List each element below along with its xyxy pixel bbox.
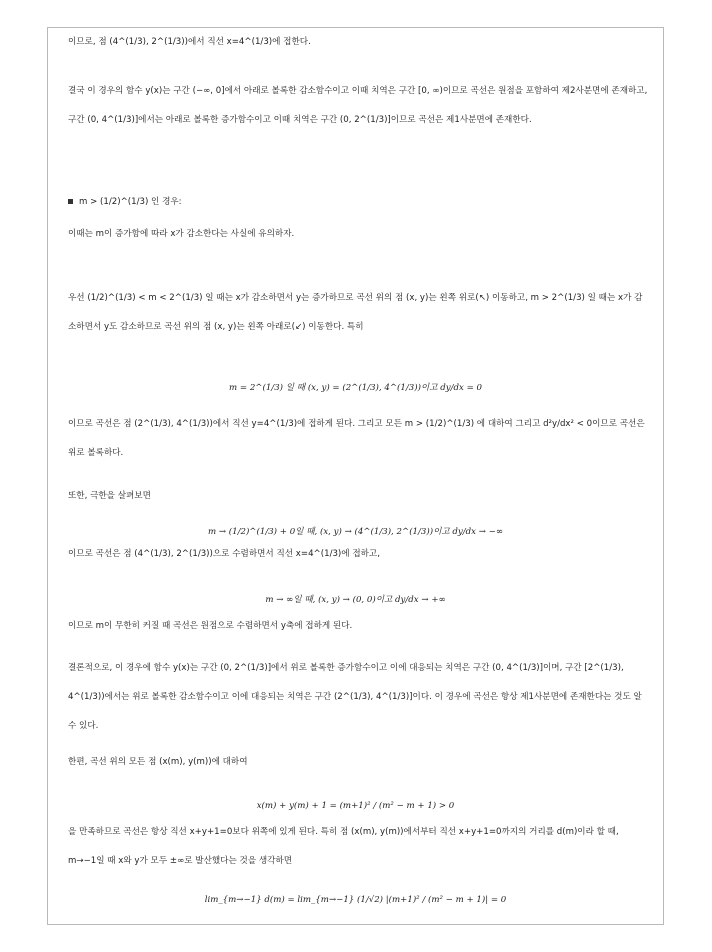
paragraph-2: 결국 이 경우의 함수 y(x)는 구간 (−∞, 0]에서 아래로 볼록한 감소함수이고 이때 치역은 구간 [0, ∞)이므로 곡선은 원점을 포함하여 제2사분면에 존재하고, 구간 (0, 4^(1/3)]에서는 아래로 볼록한 증가함수이고 이때 치역은 구간 (0, 2^(1/3)]이므로 곡선은 제1사분면에 존재한다. xyxy=(68,86,648,125)
equation-3: m → ∞일 때, (x, y) → (0, 0)이고 dy/dx → +∞ xyxy=(265,595,446,605)
paragraph-11: 을 만족하므로 곡선은 항상 직선 x+y+1=0보다 위쪽에 있게 된다. 특히 점 (x(m), y(m))에서부터 직선 x+y+1=0까지의 거리를 d(m)이라 할 때, m→−1일 때 x와 y가 모두 ±∞로 발산했다는 것을 생각하면 xyxy=(68,827,619,866)
paragraph-9: 결론적으로, 이 경우에 함수 y(x)는 구간 (0, 2^(1/3)]에서 위로 볼록한 증가함수이고 이에 대응되는 치역은 구간 (0, 4^(1/3)]이며, 구간 [2^(1/3), 4^(1/3))에서는 위로 볼록한 감소함수이고 이에 대응되는 치역은 구간 (2^(1/3), 4^(1/3)]이다. 이 경우에 곡선은 항상 제1사분면에 존재한다는 것도 알 수 있다. xyxy=(68,663,642,731)
equation-2: m → (1/2)^(1/3) + 0일 때, (x, y) → (4^(1/3), 2^(1/3))이고 dy/dx → −∞ xyxy=(207,527,504,537)
bullet-icon xyxy=(68,199,73,204)
equation-4: x(m) + y(m) + 1 = (m+1)² / (m² − m + 1) > 0 xyxy=(256,801,455,811)
paragraph-4: 우선 (1/2)^(1/3) < m < 2^(1/3) 일 때는 x가 감소하면서 y는 증가하므로 곡선 위의 점 (x, y)는 왼쪽 위로(↖) 이동하고, m > 2^(1/3) 일 때는 x가 감소하면서 y도 감소하므로 곡선 위의 점 (x, y)는 왼쪽 아래로(↙) 이동한다. 특히 xyxy=(68,293,643,332)
paragraph-10: 한편, 곡선 위의 모든 점 (x(m), y(m))에 대하여 xyxy=(68,757,248,767)
paragraph-1: 이므로, 점 (4^(1/3), 2^(1/3))에서 직선 x=4^(1/3)에 접한다. xyxy=(68,37,311,47)
document-page xyxy=(47,27,664,925)
case-heading xyxy=(68,188,649,217)
equation-1: m = 2^(1/3) 일 때 (x, y) = (2^(1/3), 4^(1/3))이고 dy/dx = 0 xyxy=(229,383,482,393)
equation-5: lim_{m→−1} d(m) = lim_{m→−1} (1/√2) |(m+1)² / (m² − m + 1)| = 0 xyxy=(204,895,507,905)
paragraph-3: 이때는 m이 증가함에 따라 x가 감소한다는 사실에 유의하자. xyxy=(68,229,295,239)
case-heading-text: m > (1/2)^(1/3) 인 경우: xyxy=(79,197,182,207)
paragraph-5: 이므로 곡선은 점 (2^(1/3), 4^(1/3))에서 직선 y=4^(1/3)에 접하게 된다. 그리고 모든 m > (1/2)^(1/3) 에 대하여 그리고 d²y/dx² < 0이므로 곡선은 위로 볼록하다. xyxy=(68,419,645,458)
paragraph-8: 이므로 m이 무한히 커질 때 곡선은 원점으로 수렴하면서 y축에 접하게 된다. xyxy=(68,621,353,631)
paragraph-7: 이므로 곡선은 점 (4^(1/3), 2^(1/3))으로 수렴하면서 직선 x=4^(1/3)에 접하고, xyxy=(68,549,380,559)
paragraph-6: 또한, 극한을 살펴보면 xyxy=(68,491,151,501)
